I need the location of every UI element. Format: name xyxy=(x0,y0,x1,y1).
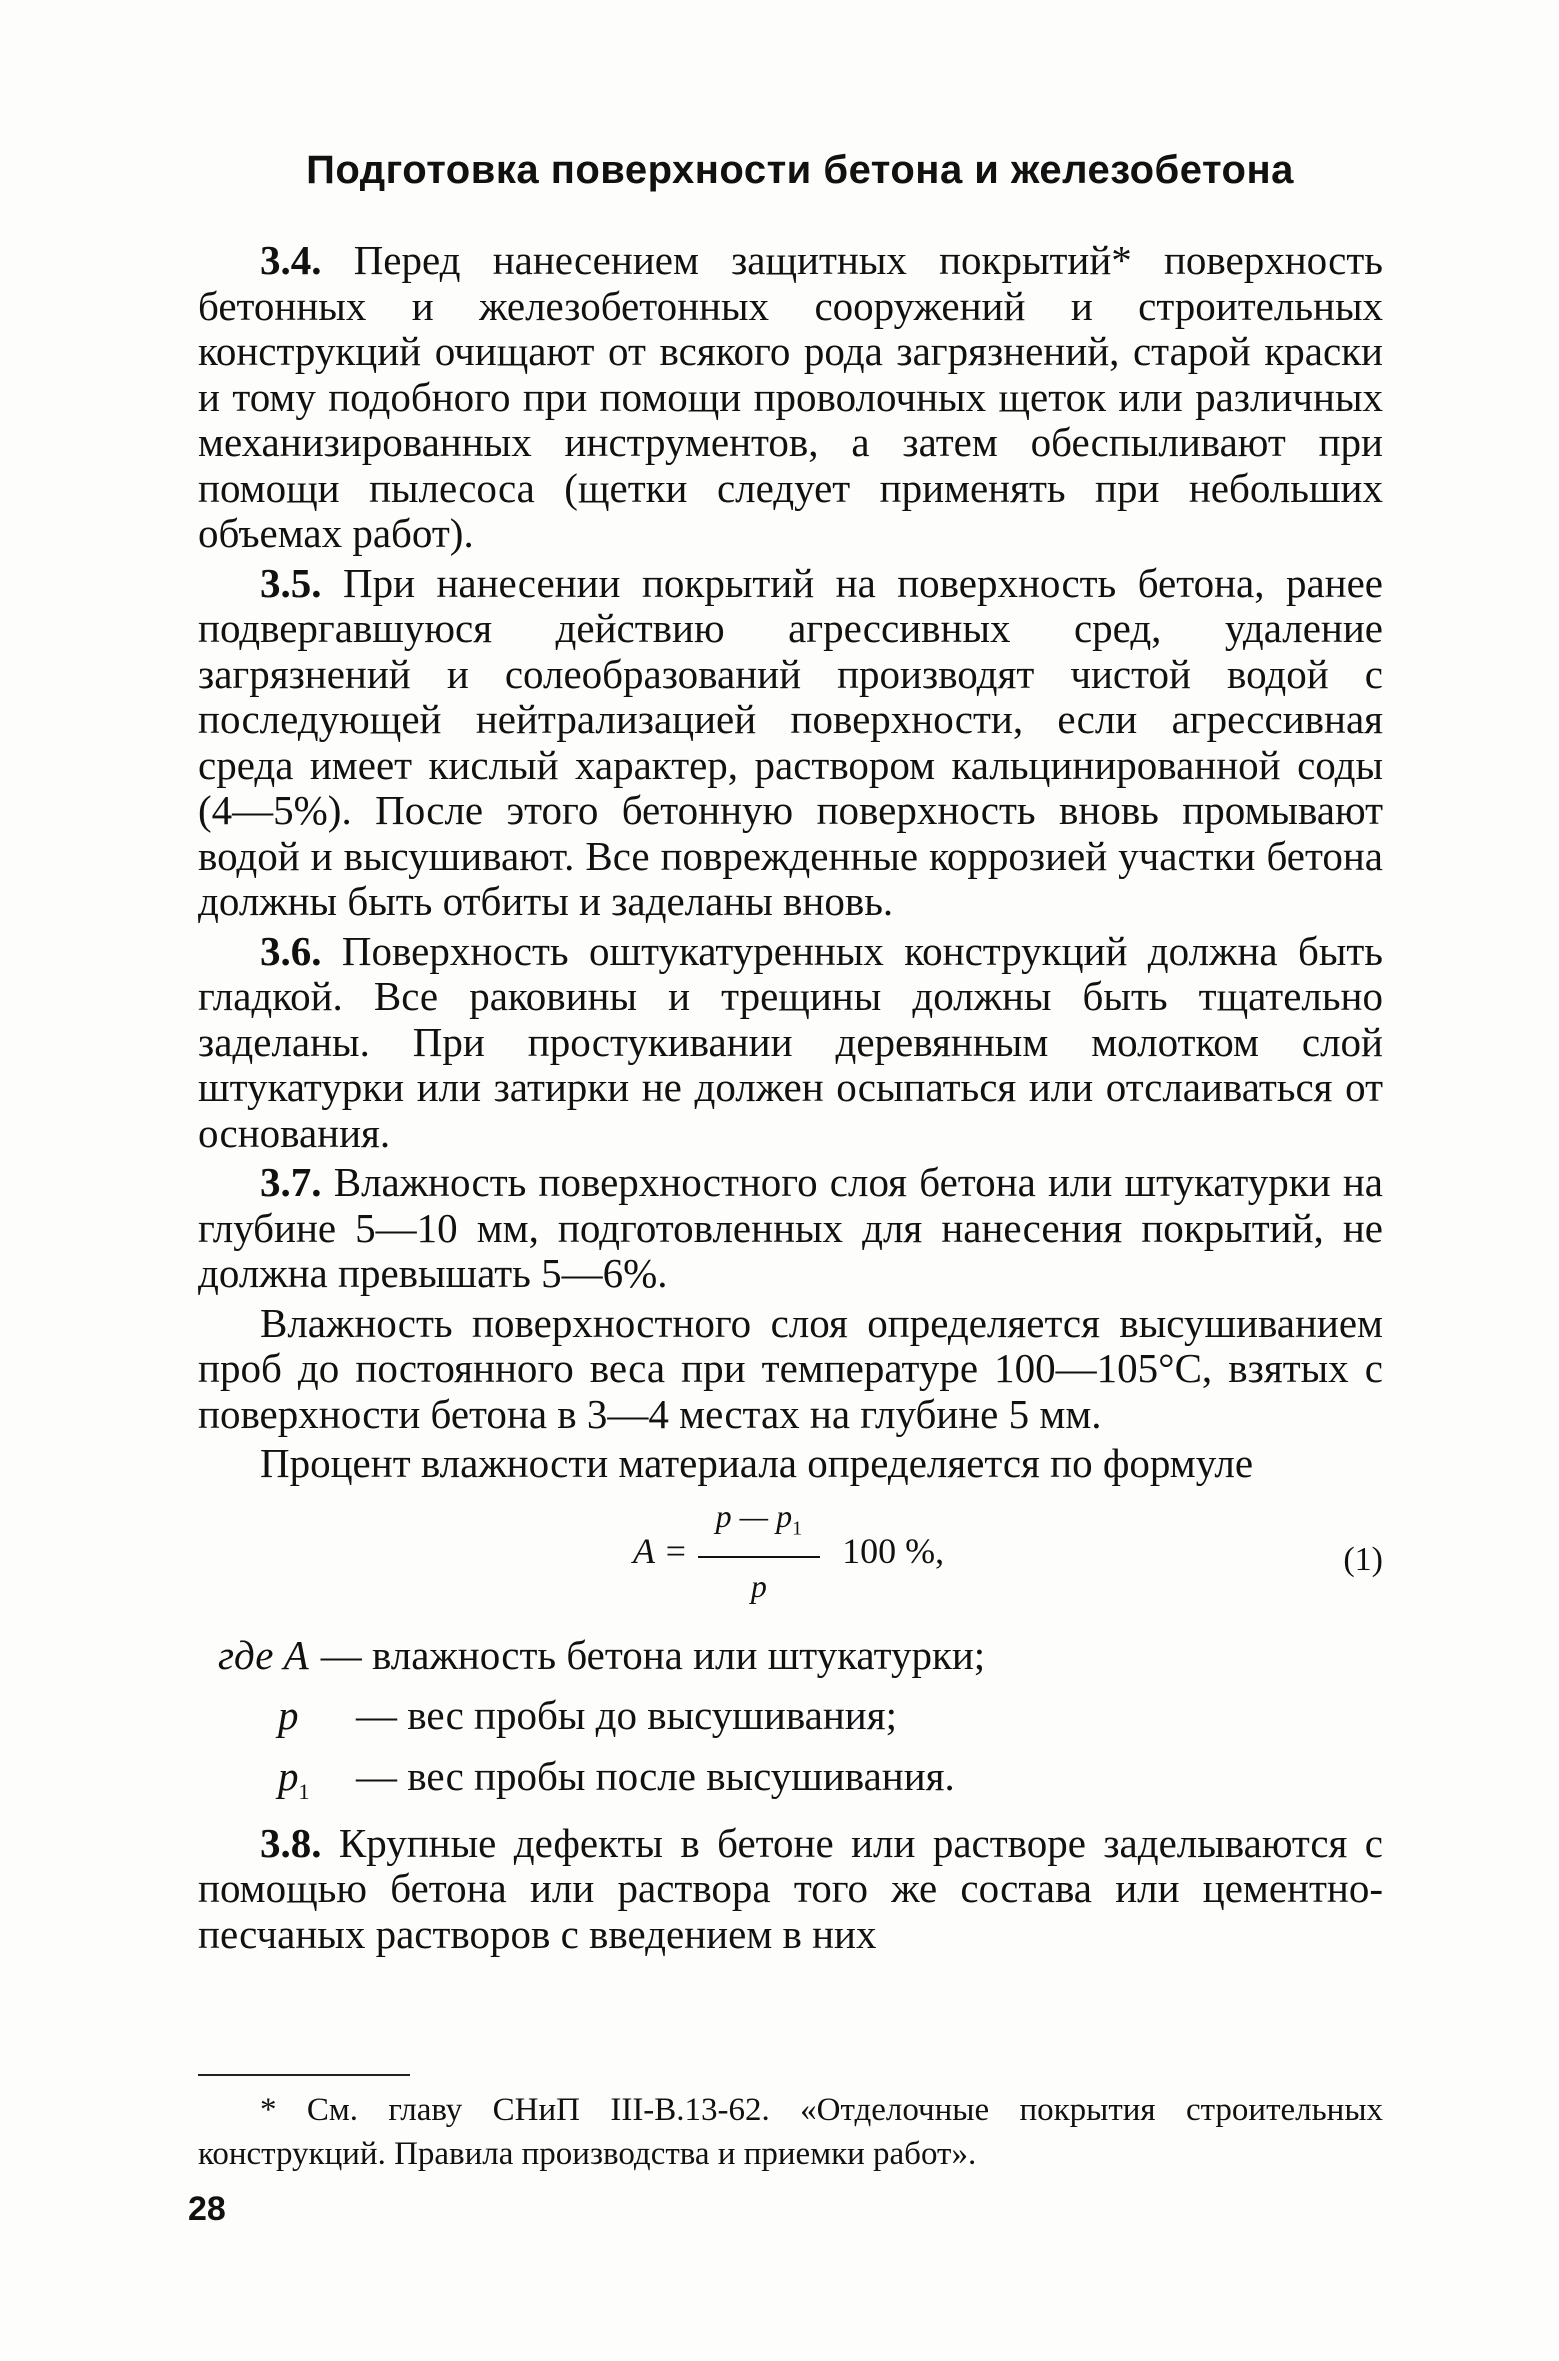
section-heading: Подготовка поверхности бетона и железобетона xyxy=(306,148,1294,192)
paragraph-3-5 xyxy=(198,561,1383,925)
footnote: * См. главу СНиП III-В.13-62. «Отделочные покрытия строительных конструкций. Правила производства и приемки работ». xyxy=(198,2092,1383,2172)
formula-denominator: p xyxy=(750,1567,767,1604)
formula-numerator xyxy=(698,1494,820,1558)
paragraph-text: При нанесении покрытий на поверхность бетона, ранее подвергавшуюся действию агрессивных сред, удаление загрязнений и солеобразований производят чистой водой с последующей нейтрализацией поверхности, если агрессивная среда имеет кислый характер, раствором кальцинированной соды (4—5%). После этого бетонную поверхность вновь промывают водой и высушивают. Все поврежденные коррозией участки бетона должны быть отбиты и заделаны вновь. xyxy=(198,559,1383,924)
definition-symbol xyxy=(278,1754,356,1815)
paragraph-number: 3.5. xyxy=(260,559,322,606)
paragraph-3-4 xyxy=(198,238,1383,557)
paragraph-3-7 xyxy=(198,1160,1383,1297)
footnote-divider xyxy=(198,2074,410,2076)
definition-text: — вес пробы после высушивания. xyxy=(356,1752,955,1799)
paragraph-formula-intro xyxy=(198,1441,1383,1487)
definition-row xyxy=(218,1633,1383,1694)
numerator-text: p — p xyxy=(715,1497,793,1534)
paragraph-text: Процент влажности материала определяется по формуле xyxy=(260,1440,1254,1486)
definition-text: — вес пробы до высушивания; xyxy=(356,1692,897,1739)
paragraph-text: Перед нанесением защитных покрытий* поверхность бетонных и железобетонных сооружений и строительных конструкций очищают от всякого рода загрязнений, старой краски и тому подобного при помощи проволочных щеток или различных механизированных инструментов, а затем обеспыливают при помощи пылесоса (щетки следует применять при небольших объемах работ). xyxy=(198,237,1383,556)
paragraph-3-8 xyxy=(198,1821,1383,1958)
paragraph-number: 3.4. xyxy=(260,237,322,283)
equation-number: (1) xyxy=(1343,1540,1383,1578)
paragraph-number: 3.6. xyxy=(260,927,322,974)
moisture-formula xyxy=(633,1497,944,1607)
paragraph-text: Крупные дефекты в бетоне или растворе заделываются с помощью бетона или раствора того же состава или цементно-песчаных растворов с введением в них xyxy=(198,1819,1383,1957)
definition-text: — влажность бетона или штукатурки; xyxy=(320,1631,986,1678)
paragraph-text: Поверхность оштукатуренных конструкций должна быть гладкой. Все раковины и трещины должны быть тщательно заделаны. При простукивании деревянным молотком слой штукатурки или затирки не должен осыпаться или отслаиваться от основания. xyxy=(198,927,1383,1156)
paragraph-text: Влажность поверхностного слоя бетона или штукатурки на глубине 5—10 мм, подготовленных для нанесения покрытий, не должна превышать 5—6%. xyxy=(198,1159,1384,1296)
definition-symbol xyxy=(218,1633,309,1694)
paragraph-number: 3.8. xyxy=(260,1819,322,1866)
numerator-subscript: 1 xyxy=(792,1517,803,1540)
symbol-text: p xyxy=(278,1692,299,1739)
formula-factor: 100 %, xyxy=(842,1530,945,1571)
paragraph-moisture xyxy=(198,1301,1383,1438)
definition-row xyxy=(218,1693,1383,1754)
symbol-subscript: 1 xyxy=(298,1779,310,1805)
page-number: 28 xyxy=(188,2190,226,2228)
symbol-text: где A xyxy=(218,1631,309,1678)
definition-row xyxy=(218,1754,1383,1815)
body-text xyxy=(198,238,1383,1961)
paragraph-number: 3.7. xyxy=(260,1159,322,1205)
definition-symbol xyxy=(278,1693,356,1754)
symbol-text: p xyxy=(278,1752,299,1799)
formula-block xyxy=(198,1493,1383,1623)
formula-fraction xyxy=(698,1494,820,1609)
formula-lhs: A = xyxy=(633,1530,688,1571)
variable-definitions xyxy=(198,1633,1383,1815)
paragraph-text: Влажность поверхностного слоя определяется высушиванием проб до постоянного веса при температуре 100—105°С, взятых с поверхности бетона в 3—4 местах на глубине 5 мм. xyxy=(198,1299,1383,1437)
paragraph-3-6 xyxy=(198,929,1383,1157)
